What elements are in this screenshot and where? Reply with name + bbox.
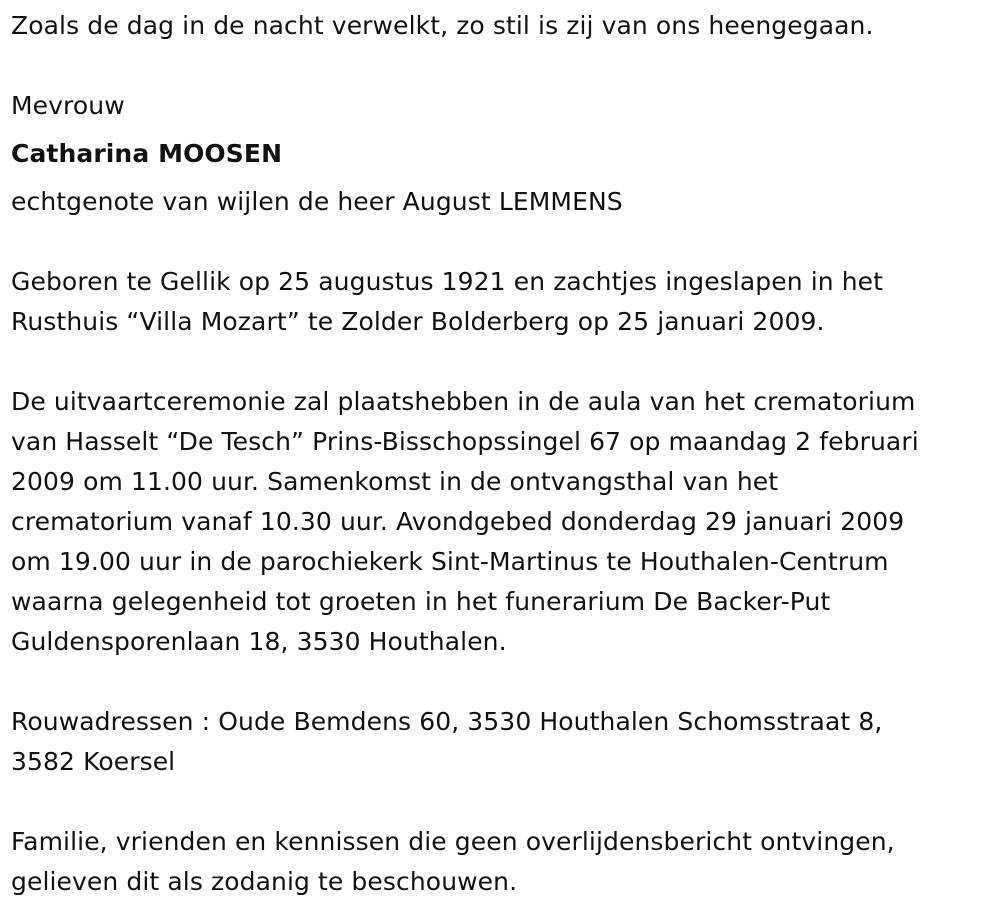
text-line: crematorium vanaf 10.30 uur. Avondgebed donderdag 29 januari 2009 (11, 507, 905, 536)
addresses-paragraph (11, 702, 986, 782)
ceremony-paragraph (11, 382, 986, 662)
text-line: gelieven dit als zodanig te beschouwen. (11, 867, 518, 896)
text-line: Geboren te Gellik op 25 augustus 1921 en zachtjes ingeslapen in het (11, 267, 884, 296)
text-line: Rouwadressen : Oude Bemdens 60, 3530 Houthalen Schomsstraat 8, (11, 707, 883, 736)
text-line: 3582 Koersel (11, 747, 176, 776)
text-line: van Hasselt “De Tesch” Prins-Bisschopssingel 67 op maandag 2 februari (11, 427, 919, 456)
text-line: Guldensporenlaan 18, 3530 Houthalen. (11, 627, 507, 656)
spacer (11, 46, 986, 86)
birth-death-paragraph (11, 262, 986, 342)
opening-quote: Zoals de dag in de nacht verwelkt, zo stil is zij van ons heengegaan. (11, 11, 874, 40)
text-line: waarna gelegenheid tot groeten in het funerarium De Backer-Put (11, 587, 831, 616)
text-line: Rusthuis “Villa Mozart” te Zolder Bolderberg op 25 januari 2009. (11, 307, 825, 336)
honorific-title: Mevrouw (11, 91, 125, 120)
text-line: 2009 om 11.00 uur. Samenkomst in de ontvangsthal van het (11, 467, 779, 496)
text-line: De uitvaartceremonie zal plaatshebben in de aula van het crematorium (11, 387, 916, 416)
text-line: Familie, vrienden en kennissen die geen overlijdensbericht ontvingen, (11, 827, 895, 856)
spouse-line: echtgenote van wijlen de heer August LEMMENS (11, 187, 623, 216)
obituary-notice (11, 6, 986, 902)
spacer (11, 222, 986, 262)
deceased-name: Catharina MOOSEN (11, 139, 283, 168)
spacer (11, 782, 986, 822)
spacer (11, 342, 986, 382)
closing-paragraph (11, 822, 986, 902)
text-line: om 19.00 uur in de parochiekerk Sint-Martinus te Houthalen-Centrum (11, 547, 889, 576)
spacer (11, 662, 986, 702)
